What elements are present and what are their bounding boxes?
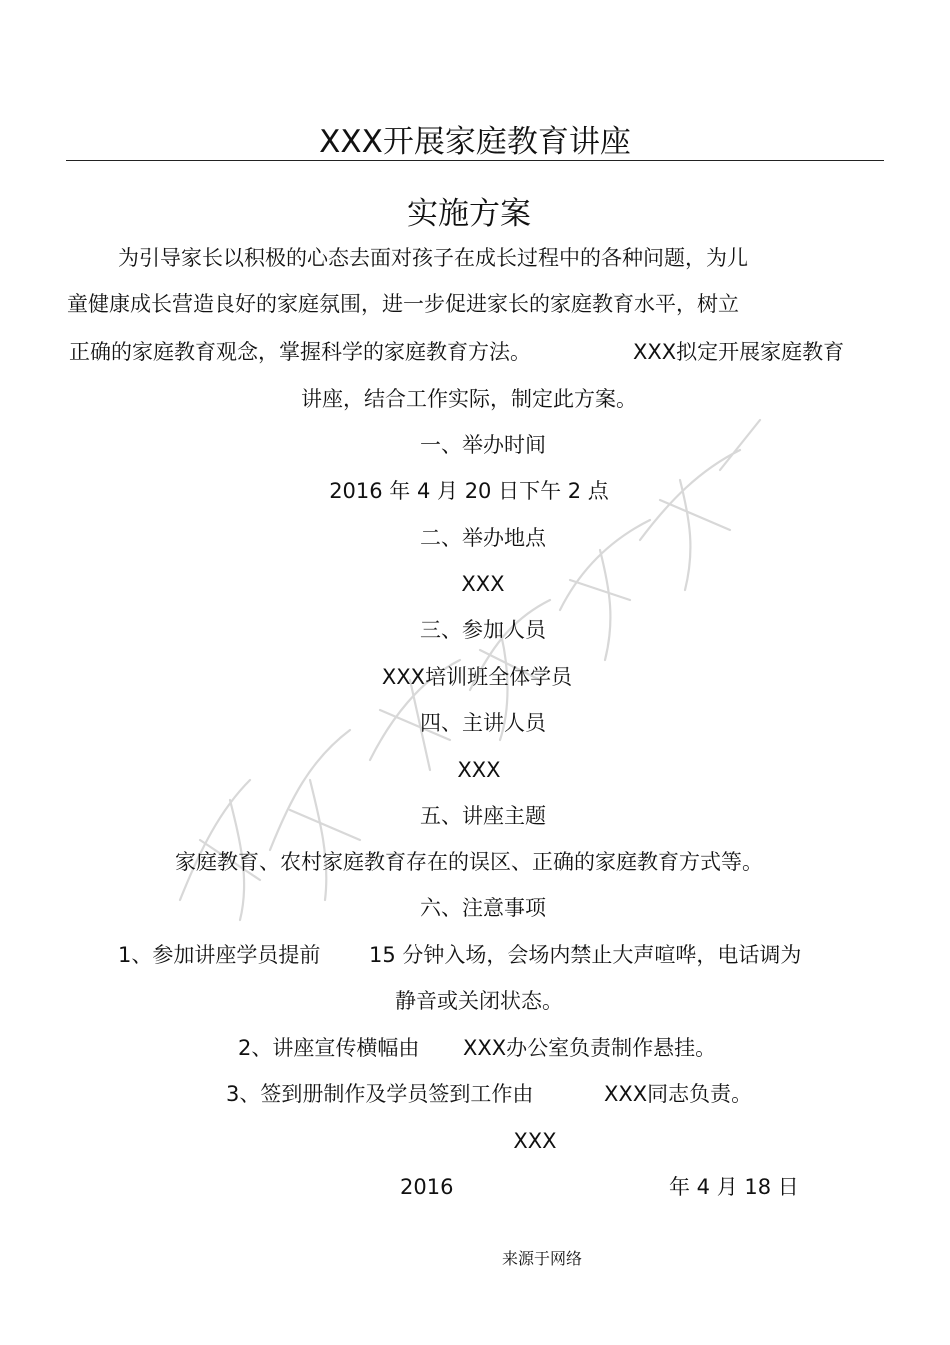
time-heading: 一、举办时间 <box>420 433 546 457</box>
note-2-part-b: XXX办公室负责制作悬挂。 <box>463 1036 717 1060</box>
speaker-value: XXX <box>457 758 501 782</box>
note-3-part-a: 3、签到册制作及学员签到工作由 <box>226 1082 534 1106</box>
intro-line-2: 童健康成长营造良好的家庭氛围，进一步促进家长的家庭教育水平，树立 <box>67 292 739 316</box>
note-3-part-b: XXX同志负责。 <box>604 1082 753 1106</box>
place-value: XXX <box>461 572 505 596</box>
document-subtitle: 实施方案 <box>407 196 531 232</box>
place-heading: 二、举办地点 <box>420 526 546 550</box>
notes-heading: 六、注意事项 <box>420 896 546 920</box>
intro-line-3a: 正确的家庭教育观念，掌握科学的家庭教育方法。 <box>69 340 531 364</box>
topic-heading: 五、讲座主题 <box>420 804 546 828</box>
participants-heading: 三、参加人员 <box>420 618 546 642</box>
title-divider <box>66 160 884 161</box>
signature-org: XXX <box>513 1129 557 1153</box>
note-1-part-b: 15 分钟入场，会场内禁止大声喧哗，电话调为 <box>369 943 802 967</box>
intro-line-4: 讲座，结合工作实际，制定此方案。 <box>301 387 637 411</box>
participants-value: XXX培训班全体学员 <box>381 665 573 689</box>
time-value: 2016 年 4 月 20 日下午 2 点 <box>329 479 609 503</box>
intro-line-1: 为引导家长以积极的心态去面对孩子在成长过程中的各种问题，为儿 <box>118 246 748 270</box>
signature-year: 2016 <box>400 1175 454 1199</box>
speaker-heading: 四、主讲人员 <box>420 711 546 735</box>
note-1-part-a: 1、参加讲座学员提前 <box>118 943 321 967</box>
note-1-part-c: 静音或关闭状态。 <box>395 989 563 1013</box>
document-title: XXX开展家庭教育讲座 <box>319 124 631 160</box>
intro-line-3b: XXX拟定开展家庭教育 <box>633 340 845 364</box>
signature-date: 年 4 月 18 日 <box>669 1175 799 1199</box>
source-footer: 来源于网络 <box>502 1249 583 1268</box>
note-2-part-a: 2、讲座宣传横幅由 <box>238 1036 420 1060</box>
topic-value: 家庭教育、农村家庭教育存在的误区、正确的家庭教育方式等。 <box>175 850 763 874</box>
